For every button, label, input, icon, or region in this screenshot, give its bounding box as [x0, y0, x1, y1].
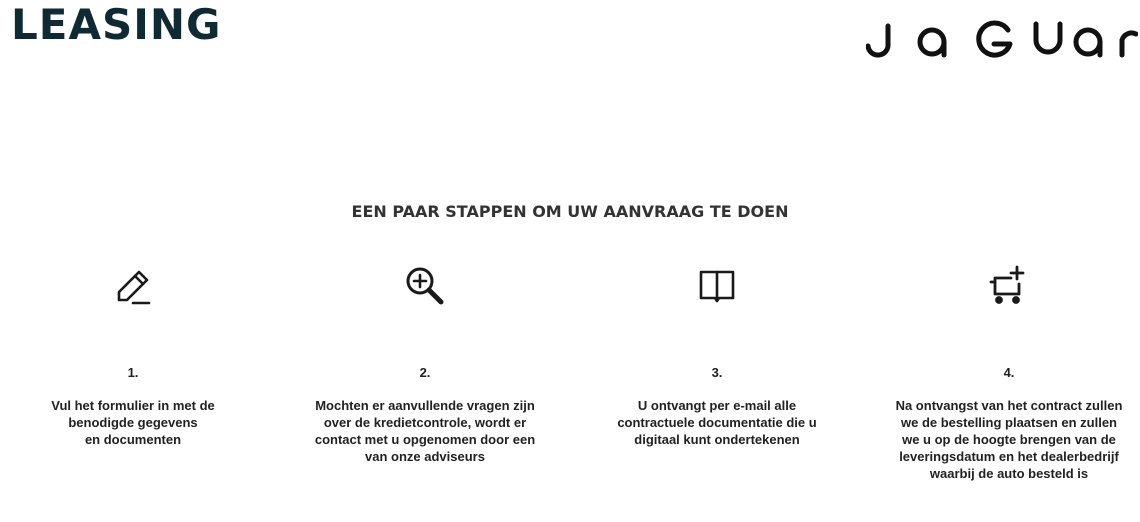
- step-number: 2.: [419, 365, 431, 380]
- step-description: Vul het formulier in met de benodigde gegevens en documenten: [51, 398, 215, 447]
- open-book-icon: [587, 264, 847, 308]
- step-description: U ontvangt per e-mail alle contractuele documentatie die u digitaal kunt ondertekenen: [617, 398, 817, 447]
- step-description: Mochten er aanvullende vragen zijn over de kredietcontrole, wordt er contact met u opgenomen door een van onze adviseurs: [314, 398, 536, 464]
- step-number: 4.: [1003, 365, 1015, 380]
- step-number: 3.: [711, 365, 723, 380]
- step-number: 1.: [127, 365, 139, 380]
- step-4: [879, 264, 1139, 482]
- step-description: Na ontvangst van het contract zullen we de bestelling plaatsen en zullen we u op de hoogte brengen van de leveringsdatum en het dealerbedrijf waarbij de auto besteld is: [895, 398, 1123, 481]
- jaguar-logo: [866, 12, 1138, 62]
- leasing-logo: LEASING: [11, 0, 222, 49]
- step-2: [295, 264, 555, 465]
- cart-plus-icon: [879, 264, 1139, 308]
- step-1: [3, 264, 263, 448]
- zoom-in-icon: [295, 264, 555, 308]
- step-3: [587, 264, 847, 448]
- section-title: EEN PAAR STAPPEN OM UW AANVRAAG TE DOEN: [351, 202, 789, 221]
- pencil-icon: [3, 264, 263, 308]
